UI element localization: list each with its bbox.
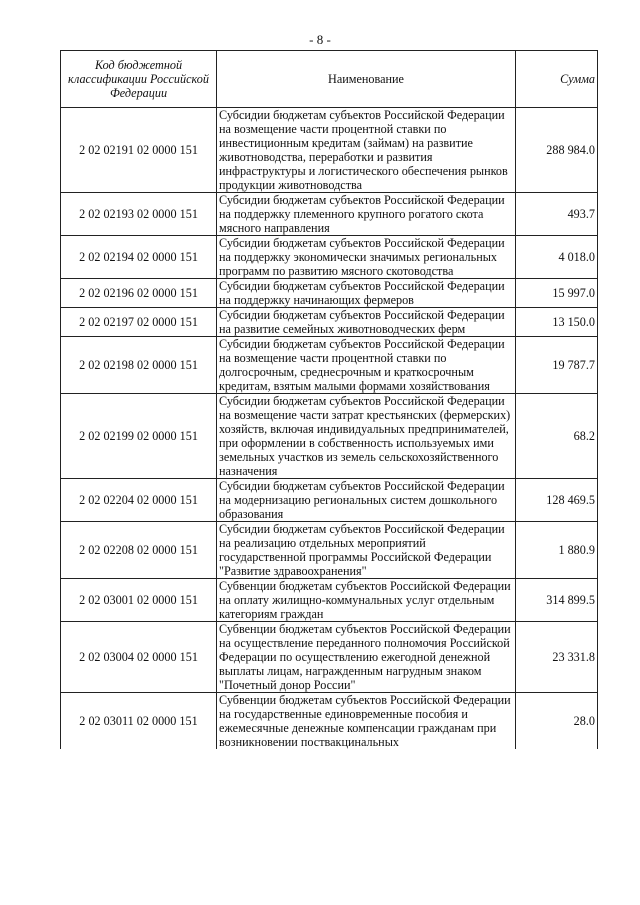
row-code: 2 02 03001 02 0000 151 [61,579,217,622]
row-code: 2 02 02204 02 0000 151 [61,479,217,522]
row-sum: 23 331.8 [516,622,598,693]
header-sum: Сумма [516,51,598,108]
row-code: 2 02 02196 02 0000 151 [61,279,217,308]
row-code: 2 02 02194 02 0000 151 [61,236,217,279]
row-code: 2 02 02191 02 0000 151 [61,108,217,193]
row-name: Субсидии бюджетам субъектов Российской Федерации на возмещение части процентной ставки по инвестиционным кредитам (займам) на развитие животноводства, переработки и развития инфраструктуры и логистического обеспечения рынков продукции животноводства [217,108,516,193]
row-sum: 4 018.0 [516,236,598,279]
row-sum: 1 880.9 [516,522,598,579]
budget-table [60,50,598,749]
table-row [61,236,598,279]
row-name: Субсидии бюджетам субъектов Российской Федерации на поддержку начинающих фермеров [217,279,516,308]
row-name: Субсидии бюджетам субъектов Российской Федерации на реализацию отдельных мероприятий государственной программы Российской Федерации "Развитие здравоохранения" [217,522,516,579]
row-sum: 15 997.0 [516,279,598,308]
row-sum: 128 469.5 [516,479,598,522]
row-name: Субсидии бюджетам субъектов Российской Федерации на поддержку племенного крупного рогатого скота мясного направления [217,193,516,236]
table-row [61,479,598,522]
row-code: 2 02 02199 02 0000 151 [61,394,217,479]
table-row [61,579,598,622]
row-name: Субсидии бюджетам субъектов Российской Федерации на развитие семейных животноводческих ферм [217,308,516,337]
header-code: Код бюджетной классификации Российской Федерации [61,51,217,108]
row-name: Субвенции бюджетам субъектов Российской Федерации на государственные единовременные пособия и ежемесячные денежные компенсации гражданам при возникновении поствакцинальных [217,693,516,750]
table-row [61,394,598,479]
table-header-row [61,51,598,108]
row-code: 2 02 02193 02 0000 151 [61,193,217,236]
row-sum: 13 150.0 [516,308,598,337]
row-code: 2 02 02197 02 0000 151 [61,308,217,337]
row-sum: 19 787.7 [516,337,598,394]
table-row [61,522,598,579]
row-name: Субвенции бюджетам субъектов Российской Федерации на оплату жилищно-коммунальных услуг отдельным категориям граждан [217,579,516,622]
table-row [61,622,598,693]
row-code: 2 02 02208 02 0000 151 [61,522,217,579]
table-row [61,308,598,337]
table-row [61,337,598,394]
table-row [61,693,598,750]
row-name: Субсидии бюджетам субъектов Российской Федерации на поддержку экономически значимых региональных программ по развитию мясного скотоводства [217,236,516,279]
table-row [61,108,598,193]
row-name: Субсидии бюджетам субъектов Российской Федерации на возмещение части процентной ставки по долгосрочным, среднесрочным и краткосрочным кредитам, взятым малыми формами хозяйствования [217,337,516,394]
row-code: 2 02 02198 02 0000 151 [61,337,217,394]
row-sum: 28.0 [516,693,598,750]
row-sum: 314 899.5 [516,579,598,622]
table-row [61,193,598,236]
row-sum: 493.7 [516,193,598,236]
row-code: 2 02 03004 02 0000 151 [61,622,217,693]
row-sum: 288 984.0 [516,108,598,193]
row-name: Субсидии бюджетам субъектов Российской Федерации на возмещение части затрат крестьянских (фермерских) хозяйств, включая индивидуальных предпринимателей, при оформлении в собственность используемых ими земельных участков из земель сельскохозяйственного назначения [217,394,516,479]
row-code: 2 02 03011 02 0000 151 [61,693,217,750]
header-name: Наименование [217,51,516,108]
row-name: Субвенции бюджетам субъектов Российской Федерации на осуществление переданного полномочия Российской Федерации по осуществлению ежегодной денежной выплаты лицам, награжденным нагрудным знаком "Почетный донор России" [217,622,516,693]
row-name: Субсидии бюджетам субъектов Российской Федерации на модернизацию региональных систем дошкольного образования [217,479,516,522]
table-row [61,279,598,308]
row-sum: 68.2 [516,394,598,479]
page-number: - 8 - [309,32,331,47]
